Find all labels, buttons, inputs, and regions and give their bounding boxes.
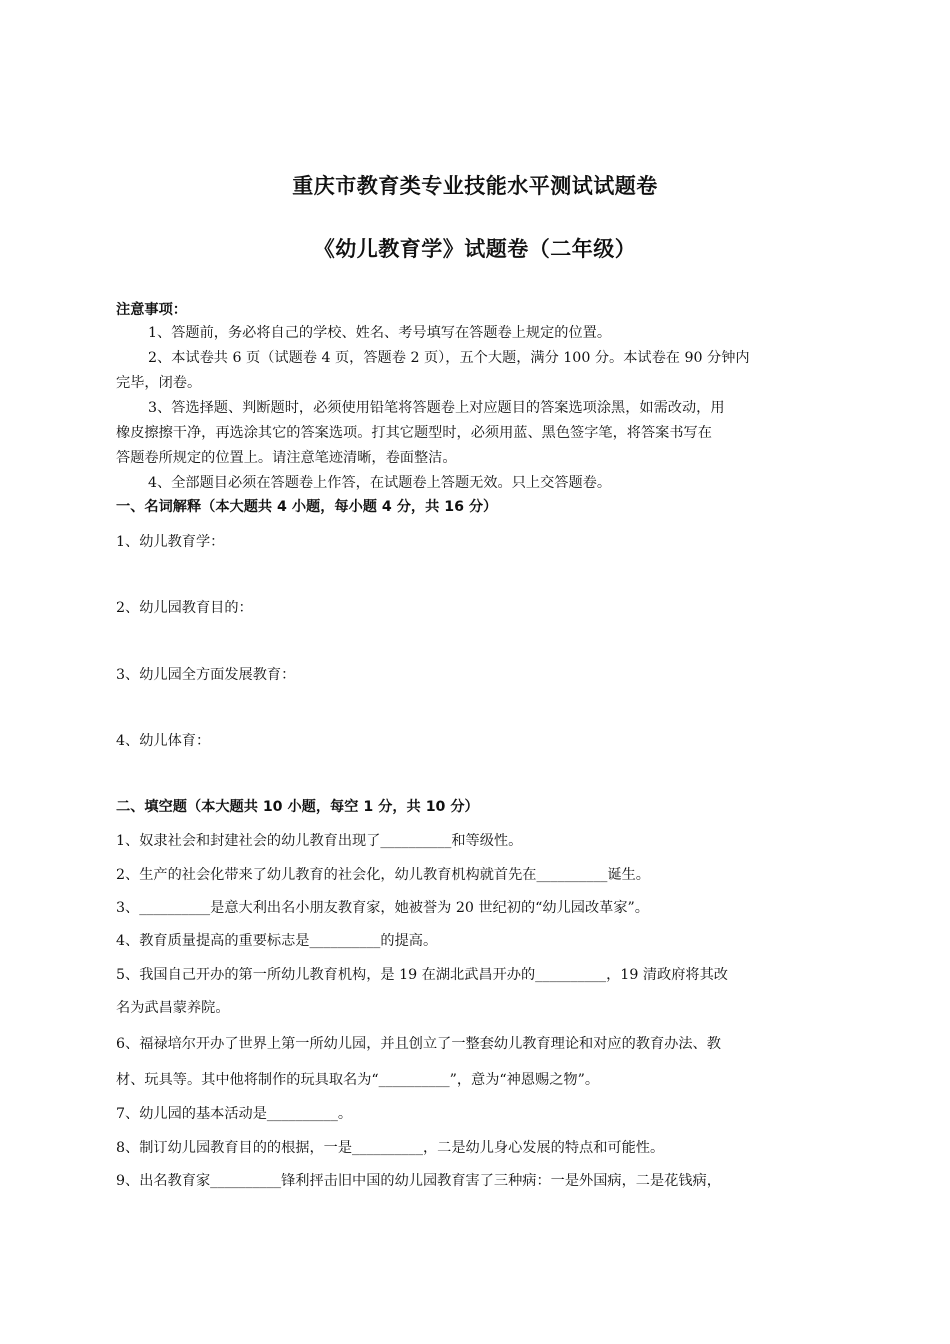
notice-item: 2、本试卷共 6 页（试题卷 4 页，答题卷 2 页），五个大题，满分 100 分。本试卷在 90 分钟内 [148,350,750,366]
notice-item-cont: 完毕，闭卷。 [116,375,202,391]
section1-heading: 一、名词解释（本大题共 4 小题，每小题 4 分，共 16 分） [116,499,498,515]
question: 1、幼儿教育学： [116,534,225,550]
question: 6、福禄培尔开办了世界上第一所幼儿园，并且创立了一整套幼儿教育理论和对应的教育办法、教 [116,1036,721,1052]
notice-item-cont: 橡皮擦擦干净，再选涂其它的答案选项。打其它题型时，必须用蓝、黑色签字笔，将答案书写在 [116,425,712,441]
question: 2、生产的社会化带来了幼儿教育的社会化，幼儿教育机构就首先在__________诞生。 [116,867,650,883]
exam-title: 重庆市教育类专业技能水平测试试题卷 [292,174,658,198]
question: 5、我国自己开办的第一所幼儿教育机构，是 19 在湖北武昌开办的__________，19 清政府将其改 [116,967,728,983]
question: 7、幼儿园的基本活动是__________。 [116,1106,353,1122]
question: 1、奴隶社会和封建社会的幼儿教育出现了__________和等级性。 [116,833,523,849]
exam-subtitle: 《幼儿教育学》试题卷（二年级） [313,237,637,261]
question: 9、出名教育家__________锋利抨击旧中国的幼儿园教育害了三种病：一是外国病，二是花钱病， [116,1173,721,1189]
question: 8、制订幼儿园教育目的的根据，一是__________，二是幼儿身心发展的特点和可能性。 [116,1140,665,1156]
question: 2、幼儿园教育目的： [116,600,253,616]
question: 4、幼儿体育： [116,733,211,749]
section2-heading: 二、填空题（本大题共 10 小题，每空 1 分，共 10 分） [116,799,479,815]
notice-item: 3、答选择题、判断题时，必须使用铅笔将答题卷上对应题目的答案选项涂黑，如需改动，用 [148,400,725,416]
question: 3、幼儿园全方面发展教育： [116,667,296,683]
question-cont: 材、玩具等。其中他将制作的玩具取名为“__________”，意为“神恩赐之物”。 [116,1072,600,1088]
notice-item-cont: 答题卷所规定的位置上。请注意笔迹清晰，卷面整洁。 [116,450,457,466]
question: 4、教育质量提高的重要标志是__________的提高。 [116,933,438,949]
question-cont: 名为武昌蒙养院。 [116,1000,230,1016]
notice-item: 4、全部题目必须在答题卷上作答，在试题卷上答题无效。只上交答题卷。 [148,475,612,491]
notice-item: 1、答题前，务必将自己的学校、姓名、考号填写在答题卷上规定的位置。 [148,325,612,341]
notice-heading: 注意事项： [116,302,187,318]
question: 3、__________是意大利出名小朋友教育家，她被誉为 20 世纪初的“幼儿园改革家”。 [116,900,649,916]
